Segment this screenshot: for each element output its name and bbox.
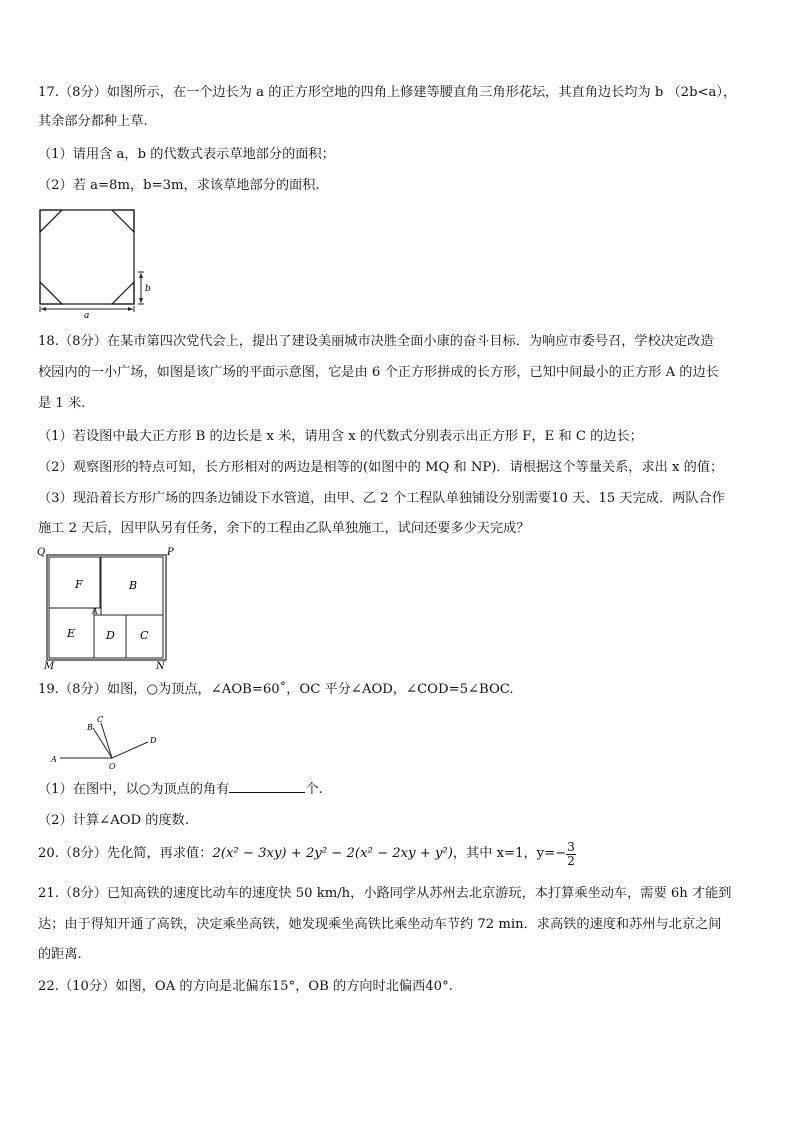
q18-line1: 18.（8分）在某市第四次党代会上，提出了建设美丽城市决胜全面小康的奋斗目标．为响应市委号召，学校决定改造 — [38, 334, 714, 349]
q17-part1: （1）请用含 a，b 的代数式表示草地部分的面积； — [38, 147, 335, 162]
q20-line — [38, 838, 756, 870]
q17-part2: （2）若 a=8m，b=3m，求该草地部分的面积. — [38, 178, 320, 193]
q18-part3-line1: （3）现沿着长方形广场的四条边铺设下水管道，由甲、乙 2 个工程队单独铺设分别需要10 天、15 天完成．两队合作 — [38, 491, 725, 506]
q17-label-a: a — [84, 311, 90, 321]
q22-line1: 22.（10分）如图，OA 的方向是北偏东15°，OB 的方向时北偏西40°. — [38, 979, 453, 994]
q19-part1 — [38, 780, 756, 799]
q18-part2: （2）观察图形的特点可知，长方形相对的两边是相等的(如图中的 MQ 和 NP)．请根据这个等量关系，求出 x 的值； — [38, 460, 724, 475]
q17-line2: 其余部分都种上草. — [38, 114, 148, 129]
q18-label-E: E — [67, 627, 76, 640]
q20-middle: ，其中 x=1，y=− — [452, 846, 567, 861]
q17-line1: 17.（8分）如图所示，在一个边长为 a 的正方形空地的四角上修建等腰直角三角形花坛，其直角边长均为 b （2b<a）， — [38, 85, 737, 100]
q19-label-O: O — [109, 762, 116, 771]
q19-line1: 19.（8分）如图，○为顶点，∠AOB=60˚，OC 平分∠AOD，∠COD=5∠BOC. — [38, 682, 514, 697]
q18-part1: （1）若设图中最大正方形 B 的边长是 x 米，请用含 x 的代数式分别表示出正方形 F，E 和 C 的边长； — [38, 429, 643, 444]
q20-fraction — [566, 841, 576, 868]
q18-label-P: P — [167, 547, 174, 558]
q20-fraction-denominator: 2 — [567, 853, 575, 868]
q17-figure — [36, 206, 156, 321]
q18-label-Q: Q — [37, 547, 46, 558]
q21-line1: 21.（8分）已知高铁的速度比动车的速度快 50 km/h，小路同学从苏州去北京游玩，本打算乘坐动车，需要 6h 才能到 — [38, 886, 732, 901]
q17-triangle-tl — [40, 210, 62, 232]
q17-triangle-bl — [40, 282, 62, 304]
q17-triangle-tr — [112, 210, 134, 232]
q18-label-B: B — [129, 579, 138, 592]
q20-prefix: 20.（8分）先化简，再求值： — [38, 846, 213, 861]
q19-answer-blank — [229, 780, 305, 793]
q21-line2: 达；由于得知开通了高铁，决定乘坐高铁，她发现乘坐高铁比乘坐动车节约 72 min．求高铁的速度和苏州与北京之间 — [38, 917, 722, 932]
q18-label-M: M — [44, 661, 55, 672]
q17-square — [40, 210, 134, 304]
q19-label-A: A — [51, 755, 57, 764]
q17-triangle-br — [112, 282, 134, 304]
q18-label-D: D — [106, 629, 115, 642]
q19-label-C: C — [97, 715, 104, 724]
q18-part3-line2: 施工 2 天后，因甲队另有任务，余下的工程由乙队单独施工，试问还要多少天完成？ — [38, 521, 530, 536]
q19-ray-OB — [93, 728, 112, 758]
q18-line2: 校园内的一小广场，如图是该广场的平面示意图，它是由 6 个正方形拼成的长方形，已知中间最小的正方形 A 的边长 — [38, 365, 719, 380]
q17-label-b: b — [145, 284, 151, 294]
q18-label-N: N — [156, 661, 165, 672]
q19-ray-OD — [112, 742, 148, 758]
q19-label-D: D — [150, 736, 157, 745]
q19-figure — [48, 712, 168, 772]
q20-expression: 2(x² − 3xy) + 2y² − 2(x² − 2xy + y²) — [212, 846, 453, 861]
q19-label-B: B — [87, 723, 93, 732]
q18-label-C: C — [140, 629, 149, 642]
q20-fraction-numerator: 3 — [567, 839, 575, 854]
q19-part1-suffix: 个. — [305, 782, 323, 797]
q19-part2: （2）计算∠AOD 的度数. — [38, 813, 190, 828]
q19-ray-OC — [101, 723, 112, 758]
q19-part1-text: （1）在图中，以○为顶点的角有 — [38, 782, 230, 797]
q21-line3: 的距离. — [38, 947, 82, 962]
q18-label-F: F — [75, 578, 83, 591]
q18-figure — [34, 547, 184, 672]
q18-line3: 是 1 米. — [38, 396, 86, 411]
q18-label-A: A — [92, 607, 98, 616]
